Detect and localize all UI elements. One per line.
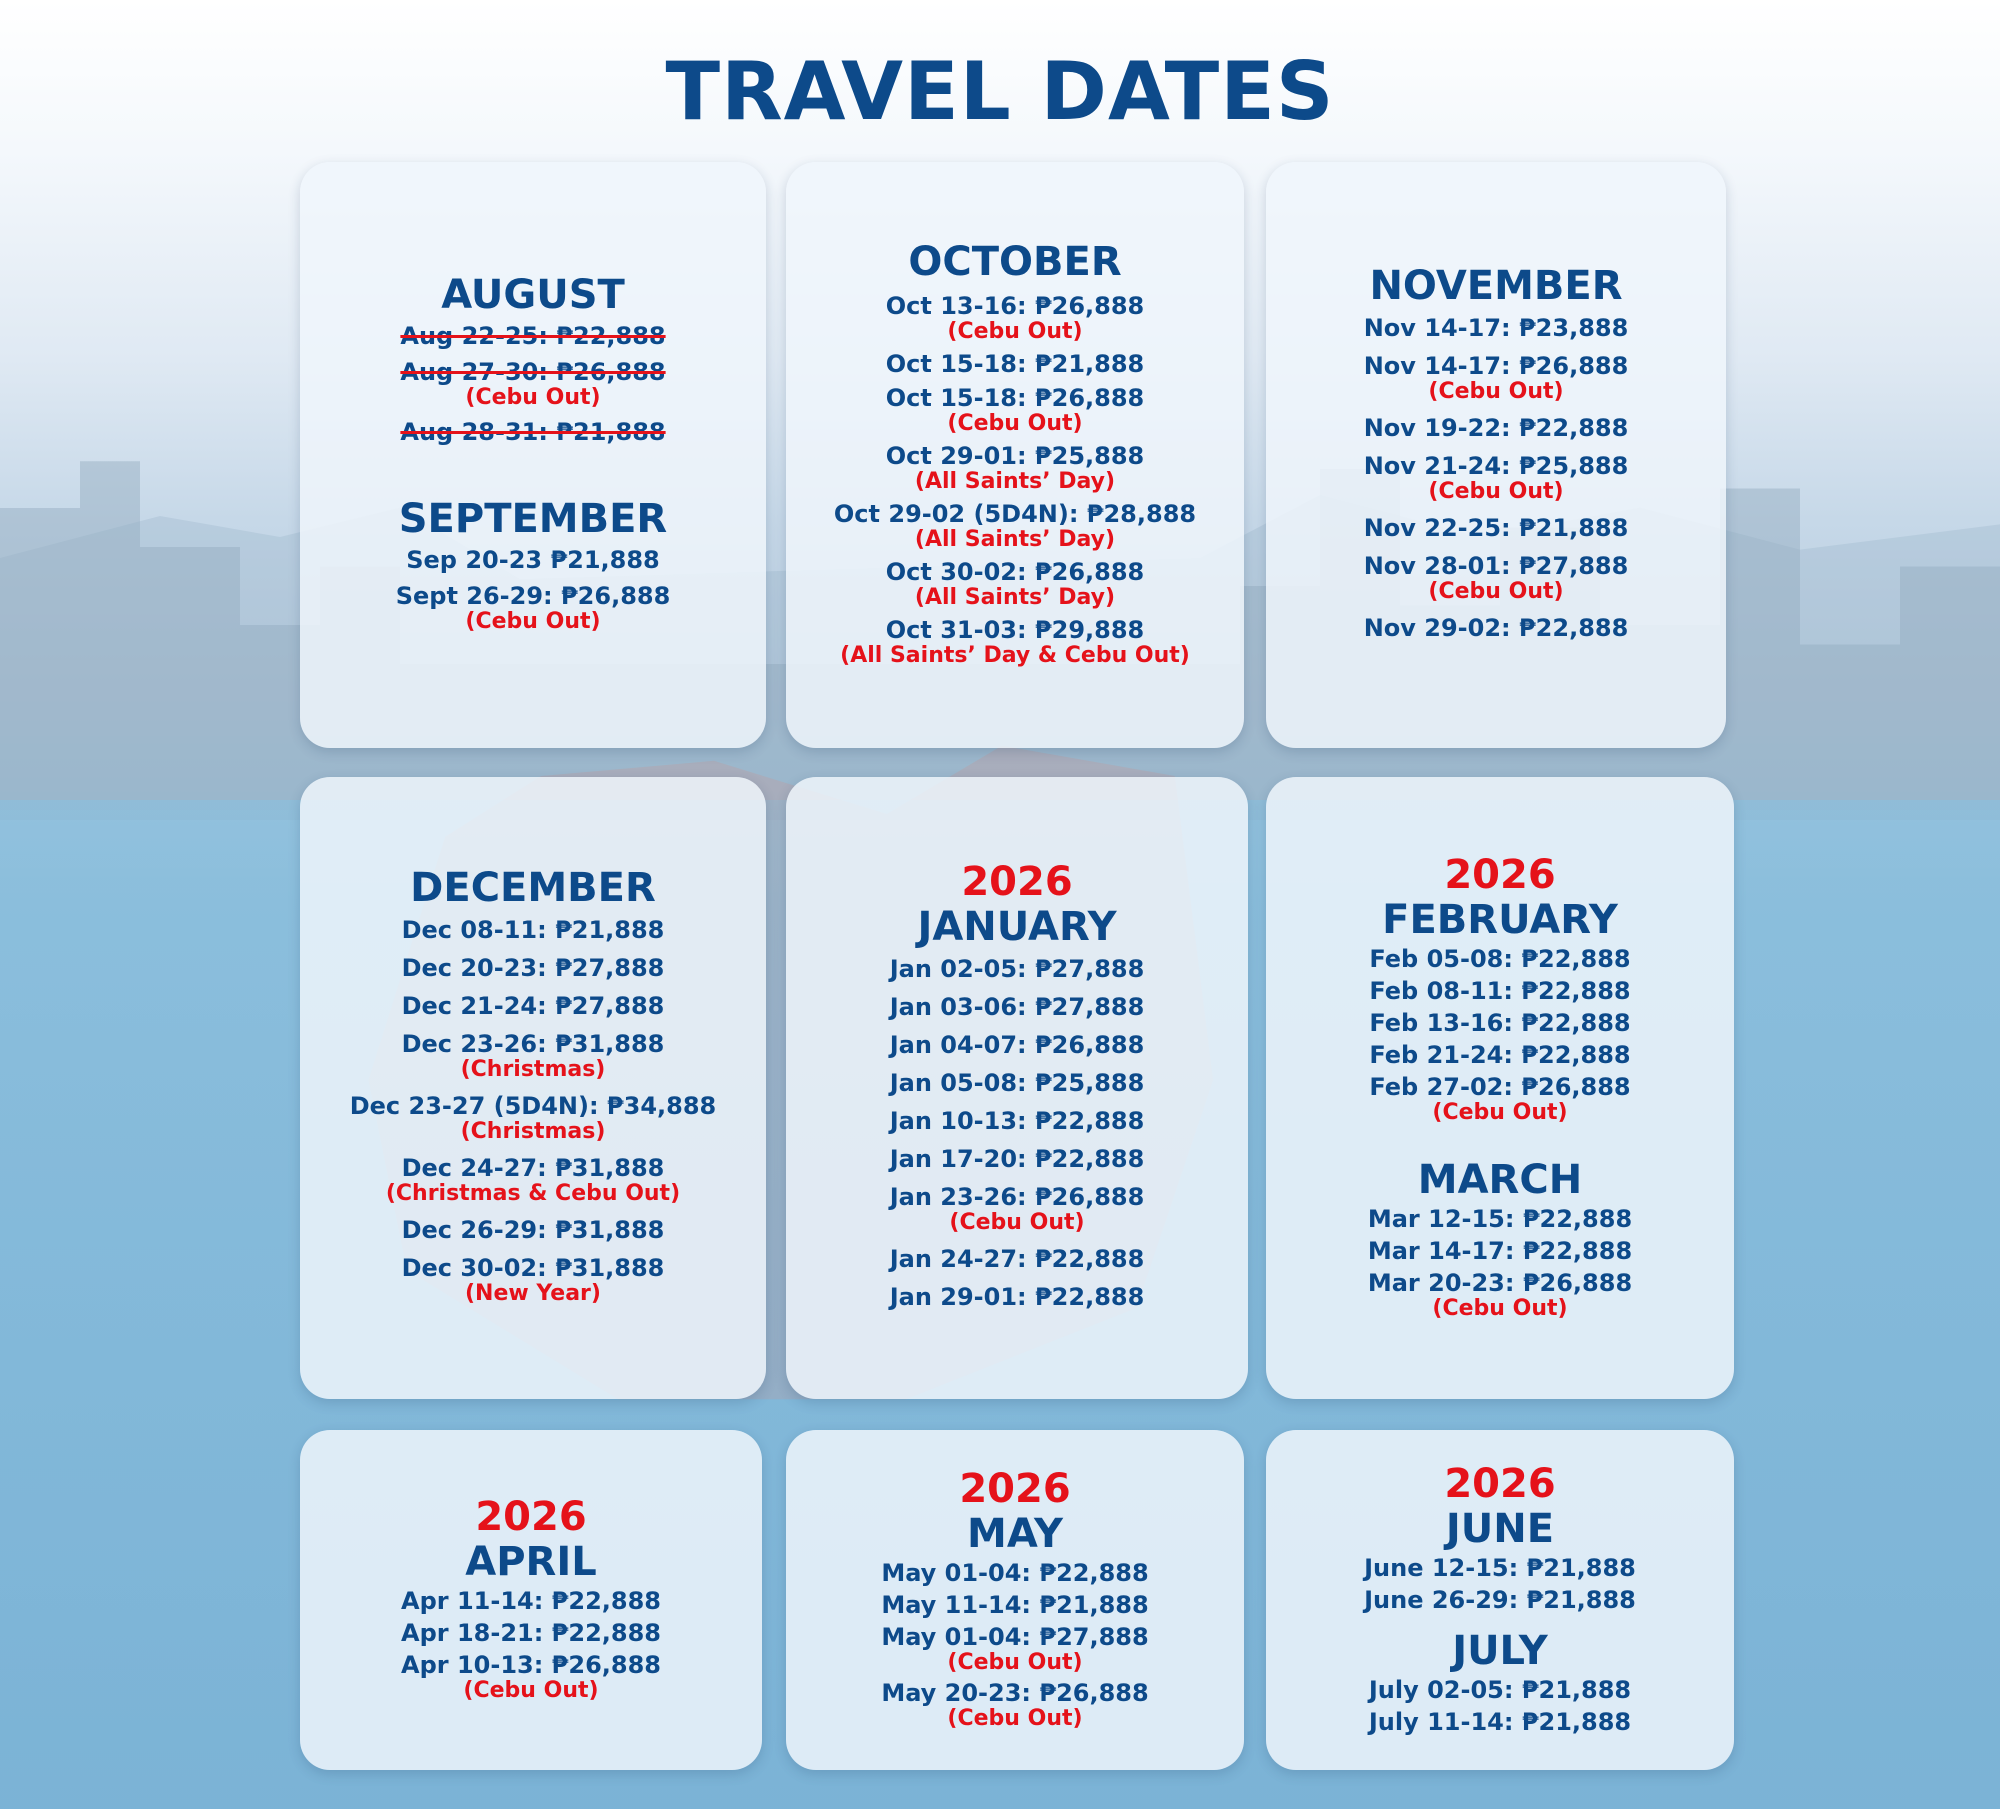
date-note: (Cebu Out) — [1428, 379, 1564, 404]
year-label: 2026 — [1444, 852, 1556, 898]
date-price-text: Mar 12-15: ₱22,888 — [1367, 1205, 1633, 1233]
month-card — [786, 1430, 1244, 1770]
date-price-text: Dec 20-23: ₱27,888 — [401, 954, 665, 982]
date-entry — [406, 546, 660, 574]
date-entry-sold-out — [400, 322, 665, 350]
date-price-text: Feb 13-16: ₱22,888 — [1369, 1009, 1631, 1037]
date-entry — [1364, 414, 1629, 442]
date-note: (All Saints’ Day & Cebu Out) — [840, 643, 1190, 668]
date-price-text: June 12-15: ₱21,888 — [1364, 1554, 1636, 1582]
date-price-text: Nov 29-02: ₱22,888 — [1363, 614, 1629, 642]
date-list — [1369, 943, 1630, 1127]
date-entry — [890, 1283, 1145, 1311]
date-entry — [890, 955, 1145, 983]
date-price-text: Dec 08-11: ₱21,888 — [401, 916, 665, 944]
date-list — [400, 318, 665, 450]
month-card — [1266, 1430, 1734, 1770]
month-card — [300, 777, 766, 1399]
month-heading: DECEMBER — [410, 865, 656, 911]
date-entry — [890, 993, 1145, 1021]
date-entry — [881, 1559, 1148, 1587]
date-price-text: Nov 14-17: ₱26,888 — [1363, 352, 1629, 380]
date-entry — [886, 384, 1144, 436]
date-list — [1368, 1203, 1632, 1323]
date-price-text: Jan 03-06: ₱27,888 — [889, 993, 1145, 1021]
date-list — [396, 542, 671, 638]
date-note: (Cebu Out) — [947, 1706, 1083, 1731]
date-price-text: Dec 21-24: ₱27,888 — [401, 992, 665, 1020]
date-entry — [401, 1651, 661, 1703]
date-entry — [890, 1031, 1145, 1059]
date-entry — [1369, 1708, 1631, 1736]
date-entry — [886, 558, 1144, 610]
month-section — [396, 496, 671, 638]
date-price-text: Jan 10-13: ₱22,888 — [889, 1107, 1145, 1135]
date-note: (Cebu Out) — [1428, 479, 1564, 504]
date-entry — [881, 1623, 1148, 1675]
date-price-text: Jan 04-07: ₱26,888 — [889, 1031, 1145, 1059]
date-entry — [834, 500, 1196, 552]
date-list — [890, 950, 1145, 1316]
date-entry — [1368, 1237, 1632, 1265]
date-price-text: Oct 30-02: ₱26,888 — [885, 558, 1145, 586]
date-entry — [890, 1245, 1145, 1273]
date-entry — [886, 292, 1144, 344]
date-price-text: Oct 15-18: ₱21,888 — [885, 350, 1145, 378]
date-price-text: Jan 17-20: ₱22,888 — [889, 1145, 1145, 1173]
date-price-text: Jan 29-01: ₱22,888 — [889, 1283, 1145, 1311]
date-price-text: Jan 02-05: ₱27,888 — [889, 955, 1145, 983]
date-entry — [402, 1254, 665, 1306]
month-section — [881, 1467, 1148, 1733]
date-entry — [1364, 452, 1629, 504]
month-section — [350, 865, 717, 1311]
date-entry — [890, 1145, 1145, 1173]
date-price-text: Apr 11-14: ₱22,888 — [401, 1587, 661, 1615]
date-entry — [1369, 1009, 1630, 1037]
date-entry — [402, 954, 665, 982]
date-entry — [402, 916, 665, 944]
date-note: (Cebu Out) — [1432, 1100, 1568, 1125]
month-heading: FEBRUARY — [1382, 897, 1618, 943]
date-price-text: May 01-04: ₱22,888 — [881, 1559, 1149, 1587]
date-price-text: Nov 28-01: ₱27,888 — [1363, 552, 1629, 580]
month-section — [400, 272, 665, 450]
month-heading: JUNE — [1445, 1506, 1555, 1552]
month-card — [786, 162, 1244, 748]
month-section — [1364, 263, 1629, 647]
date-price-text: Sep 20-23 ₱21,888 — [406, 546, 660, 574]
date-note: (Cebu Out) — [947, 411, 1083, 436]
date-entry — [1364, 352, 1629, 404]
date-entry — [1364, 1586, 1636, 1614]
date-entry-sold-out — [400, 418, 665, 446]
date-list — [401, 1585, 661, 1705]
month-section — [1369, 853, 1630, 1127]
year-label: 2026 — [1444, 1461, 1556, 1507]
month-card — [786, 777, 1248, 1399]
date-price-text: Mar 14-17: ₱22,888 — [1367, 1237, 1633, 1265]
date-note: (Christmas) — [460, 1119, 606, 1144]
date-price-text: Dec 26-29: ₱31,888 — [401, 1216, 665, 1244]
date-price-text: Aug 28-31: ₱21,888 — [400, 418, 666, 446]
date-price-text: Oct 29-01: ₱25,888 — [885, 442, 1145, 470]
date-entry — [402, 992, 665, 1020]
date-entry — [890, 1069, 1145, 1097]
date-price-text: May 11-14: ₱21,888 — [881, 1591, 1149, 1619]
month-section — [1364, 1462, 1636, 1616]
date-entry — [1364, 514, 1629, 542]
date-note: (Cebu Out) — [947, 319, 1083, 344]
date-note: (All Saints’ Day) — [914, 527, 1116, 552]
date-price-text: June 26-29: ₱21,888 — [1364, 1586, 1636, 1614]
date-entry — [402, 1216, 665, 1244]
date-entry — [840, 616, 1190, 668]
month-card — [300, 162, 766, 748]
date-entry — [401, 1619, 661, 1647]
date-price-text: Jan 05-08: ₱25,888 — [889, 1069, 1145, 1097]
date-entry — [1369, 945, 1630, 973]
date-entry — [1364, 314, 1629, 342]
date-entry — [881, 1679, 1148, 1731]
date-entry — [1369, 1676, 1631, 1704]
date-price-text: Feb 27-02: ₱26,888 — [1369, 1073, 1631, 1101]
date-entry — [890, 1107, 1145, 1135]
month-heading: MAY — [967, 1511, 1063, 1557]
month-heading: APRIL — [465, 1539, 597, 1585]
date-list — [1364, 1552, 1636, 1616]
date-entry — [881, 1591, 1148, 1619]
month-heading: JANUARY — [917, 904, 1117, 950]
date-price-text: Nov 22-25: ₱21,888 — [1363, 514, 1629, 542]
date-entry — [1369, 1073, 1630, 1125]
date-entry — [890, 1183, 1145, 1235]
month-heading: NOVEMBER — [1369, 263, 1623, 309]
date-price-text: Mar 20-23: ₱26,888 — [1367, 1269, 1633, 1297]
month-heading: AUGUST — [441, 272, 625, 318]
date-price-text: Dec 23-27 (5D4N): ₱34,888 — [349, 1092, 717, 1120]
date-price-text: Dec 24-27: ₱31,888 — [401, 1154, 665, 1182]
year-label: 2026 — [959, 1466, 1071, 1512]
date-entry — [1369, 1041, 1630, 1069]
date-note: (Cebu Out) — [947, 1650, 1083, 1675]
month-section — [1368, 1157, 1632, 1323]
date-note: (Cebu Out) — [1432, 1296, 1568, 1321]
date-entry — [886, 442, 1144, 494]
date-note: (Cebu Out) — [465, 609, 601, 634]
month-heading: OCTOBER — [908, 239, 1122, 285]
date-note: (Cebu Out) — [1428, 579, 1564, 604]
month-card — [300, 1430, 762, 1770]
month-card — [1266, 162, 1726, 748]
date-note: (New Year) — [465, 1281, 601, 1306]
date-entry-sold-out — [400, 358, 665, 410]
date-list — [881, 1557, 1148, 1733]
month-section — [834, 239, 1196, 671]
date-price-text: Feb 08-11: ₱22,888 — [1369, 977, 1631, 1005]
date-price-text: Sept 26-29: ₱26,888 — [395, 582, 671, 610]
date-entry — [401, 1587, 661, 1615]
year-label: 2026 — [961, 859, 1073, 905]
date-note: (All Saints’ Day) — [914, 585, 1116, 610]
date-note: (Christmas) — [460, 1057, 606, 1082]
date-list — [1364, 309, 1629, 647]
date-price-text: Dec 30-02: ₱31,888 — [401, 1254, 665, 1282]
date-price-text: Feb 05-08: ₱22,888 — [1369, 945, 1631, 973]
date-price-text: Apr 10-13: ₱26,888 — [401, 1651, 661, 1679]
date-price-text: Oct 15-18: ₱26,888 — [885, 384, 1145, 412]
date-entry — [1369, 977, 1630, 1005]
date-note: (Christmas & Cebu Out) — [385, 1181, 681, 1206]
date-note: (Cebu Out) — [465, 385, 601, 410]
date-price-text: Oct 29-02 (5D4N): ₱28,888 — [833, 500, 1197, 528]
date-price-text: Feb 21-24: ₱22,888 — [1369, 1041, 1631, 1069]
month-section — [890, 860, 1145, 1316]
month-heading: SEPTEMBER — [398, 496, 668, 542]
date-price-text: Nov 21-24: ₱25,888 — [1363, 452, 1629, 480]
month-heading: JULY — [1452, 1628, 1548, 1674]
year-label: 2026 — [475, 1494, 587, 1540]
date-entry — [1368, 1269, 1632, 1321]
date-price-text: Apr 18-21: ₱22,888 — [401, 1619, 661, 1647]
date-entry — [886, 350, 1144, 378]
date-note: (Cebu Out) — [949, 1210, 1085, 1235]
date-price-text: Nov 19-22: ₱22,888 — [1363, 414, 1629, 442]
date-price-text: Aug 22-25: ₱22,888 — [400, 322, 666, 350]
date-note: (All Saints’ Day) — [914, 469, 1116, 494]
date-price-text: July 11-14: ₱21,888 — [1368, 1708, 1632, 1736]
date-price-text: July 02-05: ₱21,888 — [1368, 1676, 1632, 1704]
date-entry — [396, 582, 671, 634]
date-price-text: Oct 13-16: ₱26,888 — [885, 292, 1145, 320]
date-price-text: Jan 23-26: ₱26,888 — [889, 1183, 1145, 1211]
date-price-text: May 01-04: ₱27,888 — [881, 1623, 1149, 1651]
date-list — [834, 289, 1196, 671]
month-section — [401, 1495, 661, 1705]
date-entry — [1364, 614, 1629, 642]
date-entry — [402, 1030, 665, 1082]
month-section — [1369, 1628, 1631, 1738]
date-price-text: Nov 14-17: ₱23,888 — [1363, 314, 1629, 342]
date-entry — [350, 1092, 717, 1144]
date-list — [1369, 1674, 1631, 1738]
date-price-text: May 20-23: ₱26,888 — [881, 1679, 1149, 1707]
date-price-text: Aug 27-30: ₱26,888 — [400, 358, 666, 386]
date-entry — [1368, 1205, 1632, 1233]
date-entry — [1364, 1554, 1636, 1582]
month-card — [1266, 777, 1734, 1399]
date-price-text: Oct 31-03: ₱29,888 — [885, 616, 1145, 644]
date-entry — [386, 1154, 680, 1206]
date-entry — [1364, 552, 1629, 604]
date-list — [350, 911, 717, 1311]
page-title: TRAVEL DATES — [665, 45, 1335, 138]
date-note: (Cebu Out) — [463, 1678, 599, 1703]
date-price-text: Dec 23-26: ₱31,888 — [401, 1030, 665, 1058]
month-heading: MARCH — [1417, 1157, 1583, 1203]
date-price-text: Jan 24-27: ₱22,888 — [889, 1245, 1145, 1273]
